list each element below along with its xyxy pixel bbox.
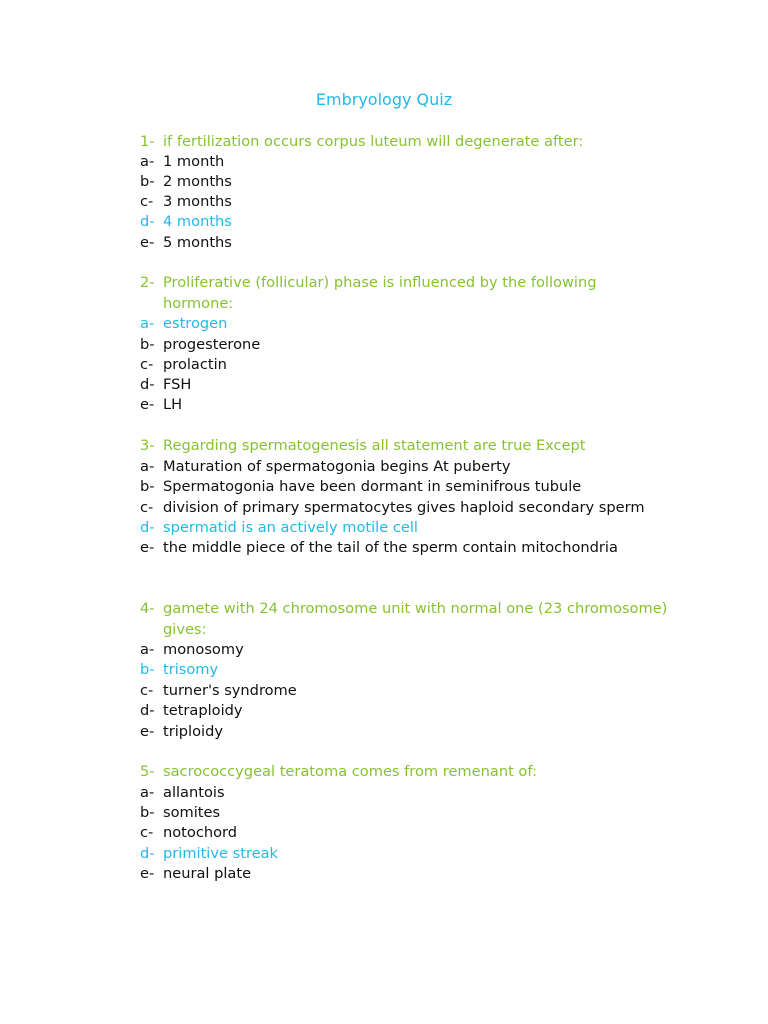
option-text: somites xyxy=(163,804,221,821)
option-text: LH xyxy=(163,396,183,413)
option-2a-correct xyxy=(140,314,227,334)
option-marker: c- xyxy=(140,682,154,699)
option-marker: e- xyxy=(140,396,155,413)
option-text: tetraploidy xyxy=(163,702,243,719)
option-text: monosomy xyxy=(163,641,244,658)
option-2d xyxy=(140,375,191,395)
question-2 xyxy=(140,273,596,293)
question-2-continuation: hormone: xyxy=(163,295,234,312)
option-text: estrogen xyxy=(163,315,228,332)
option-text: Spermatogonia have been dormant in seminifrous tubule xyxy=(163,478,582,495)
option-1c xyxy=(140,192,232,212)
question-number: 3- xyxy=(140,437,155,454)
option-3c xyxy=(140,498,645,518)
option-3a xyxy=(140,457,510,477)
option-marker: c- xyxy=(140,193,154,210)
option-text: spermatid is an actively motile cell xyxy=(163,519,418,536)
question-number: 4- xyxy=(140,600,155,617)
option-marker: e- xyxy=(140,723,155,740)
option-3e xyxy=(140,538,618,558)
option-marker: c- xyxy=(140,356,154,373)
option-text: triploidy xyxy=(163,723,223,740)
option-marker: d- xyxy=(140,376,155,393)
option-5c xyxy=(140,823,237,843)
question-5 xyxy=(140,762,537,782)
option-text: trisomy xyxy=(163,661,219,678)
option-marker: b- xyxy=(140,173,155,190)
question-number: 1- xyxy=(140,133,155,150)
option-4b-correct xyxy=(140,660,218,680)
option-marker: a- xyxy=(140,458,155,475)
option-5b xyxy=(140,803,220,823)
option-text: progesterone xyxy=(163,336,261,353)
option-marker: a- xyxy=(140,315,155,332)
option-text: Maturation of spermatogonia begins At puberty xyxy=(163,458,511,475)
option-4d xyxy=(140,701,243,721)
option-marker: d- xyxy=(140,213,155,230)
question-3 xyxy=(140,436,586,456)
option-marker: e- xyxy=(140,234,155,251)
option-marker: a- xyxy=(140,784,155,801)
option-1e xyxy=(140,233,232,253)
option-text: 1 month xyxy=(163,153,225,170)
option-text: division of primary spermatocytes gives haploid secondary sperm xyxy=(163,499,645,516)
option-text: notochord xyxy=(163,824,238,841)
option-text: 3 months xyxy=(163,193,232,210)
option-marker: b- xyxy=(140,661,155,678)
option-text: 5 months xyxy=(163,234,232,251)
question-text: sacrococcygeal teratoma comes from remenant of: xyxy=(163,763,537,780)
option-3d-correct xyxy=(140,518,418,538)
option-text: FSH xyxy=(163,376,192,393)
question-text: Proliferative (follicular) phase is influenced by the following xyxy=(163,274,597,291)
question-4-continuation: gives: xyxy=(163,621,207,638)
option-4c xyxy=(140,681,297,701)
question-text: if fertilization occurs corpus luteum will degenerate after: xyxy=(163,133,584,150)
option-1d-correct xyxy=(140,212,232,232)
option-1b xyxy=(140,172,232,192)
option-text: allantois xyxy=(163,784,225,801)
option-4a xyxy=(140,640,244,660)
option-marker: b- xyxy=(140,478,155,495)
option-marker: d- xyxy=(140,519,155,536)
option-marker: c- xyxy=(140,499,154,516)
option-3b xyxy=(140,477,581,497)
option-2b xyxy=(140,335,260,355)
option-text: primitive streak xyxy=(163,845,278,862)
option-marker: b- xyxy=(140,804,155,821)
option-marker: a- xyxy=(140,641,155,658)
option-text: the middle piece of the tail of the sperm contain mitochondria xyxy=(163,539,618,556)
option-marker: c- xyxy=(140,824,154,841)
question-4 xyxy=(140,599,667,619)
option-5a xyxy=(140,783,225,803)
page-title: Embryology Quiz xyxy=(315,90,453,109)
question-text: Regarding spermatogenesis all statement are true Except xyxy=(163,437,586,454)
option-text: neural plate xyxy=(163,865,252,882)
option-5d-correct xyxy=(140,844,278,864)
option-marker: e- xyxy=(140,865,155,882)
option-4e xyxy=(140,722,223,742)
question-1 xyxy=(140,132,583,152)
question-number: 2- xyxy=(140,274,155,291)
option-2c xyxy=(140,355,227,375)
option-1a xyxy=(140,152,224,172)
option-text: 2 months xyxy=(163,173,232,190)
option-marker: e- xyxy=(140,539,155,556)
option-text: prolactin xyxy=(163,356,227,373)
option-5e xyxy=(140,864,251,884)
option-marker: d- xyxy=(140,845,155,862)
option-text: 4 months xyxy=(163,213,232,230)
question-text: gamete with 24 chromosome unit with normal one (23 chromosome) xyxy=(163,600,668,617)
option-marker: b- xyxy=(140,336,155,353)
option-2e xyxy=(140,395,182,415)
option-text: turner's syndrome xyxy=(163,682,297,699)
option-marker: d- xyxy=(140,702,155,719)
option-marker: a- xyxy=(140,153,155,170)
question-number: 5- xyxy=(140,763,155,780)
